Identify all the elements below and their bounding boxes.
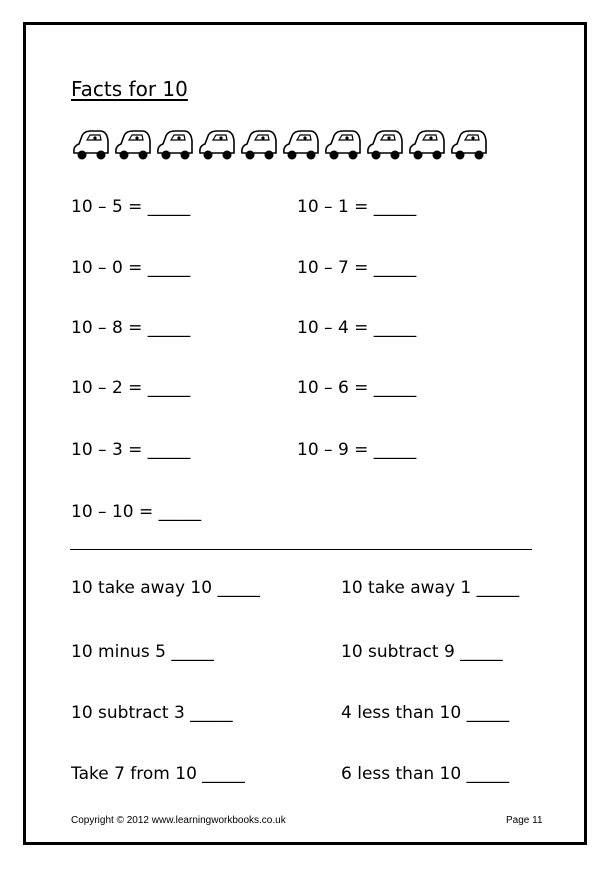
section-divider-line <box>70 549 532 550</box>
word-problem: Take 7 from 10 _____ <box>71 764 245 784</box>
word-problem: 10 take away 10 _____ <box>71 578 260 598</box>
copyright-text: Copyright © 2012 www.learningworkbooks.co.uk <box>71 815 286 826</box>
equation: 10 – 8 = _____ <box>71 318 191 338</box>
car-icon-row <box>70 128 488 162</box>
word-problem: 4 less than 10 _____ <box>341 703 510 723</box>
page-title: Facts for 10 <box>71 77 188 101</box>
car-icon <box>448 128 488 162</box>
equation: 10 – 9 = _____ <box>297 440 417 460</box>
equation: 10 – 7 = _____ <box>297 258 417 278</box>
car-icon <box>112 128 152 162</box>
word-problem: 10 subtract 9 _____ <box>341 642 503 662</box>
page-number: Page 11 <box>506 815 543 826</box>
equation: 10 – 10 = _____ <box>71 502 202 522</box>
equation: 10 – 5 = _____ <box>71 197 191 217</box>
word-problem: 10 minus 5 _____ <box>71 642 214 662</box>
car-icon <box>238 128 278 162</box>
equation: 10 – 3 = _____ <box>71 440 191 460</box>
word-problem: 6 less than 10 _____ <box>341 764 510 784</box>
equation: 10 – 6 = _____ <box>297 378 417 398</box>
word-problem: 10 subtract 3 _____ <box>71 703 233 723</box>
car-icon <box>364 128 404 162</box>
equation: 10 – 4 = _____ <box>297 318 417 338</box>
car-icon <box>322 128 362 162</box>
car-icon <box>406 128 446 162</box>
equation: 10 – 0 = _____ <box>71 258 191 278</box>
word-problem: 10 take away 1 _____ <box>341 578 520 598</box>
car-icon <box>154 128 194 162</box>
car-icon <box>280 128 320 162</box>
car-icon <box>70 128 110 162</box>
car-icon <box>196 128 236 162</box>
equation: 10 – 2 = _____ <box>71 378 191 398</box>
equation: 10 – 1 = _____ <box>297 197 417 217</box>
